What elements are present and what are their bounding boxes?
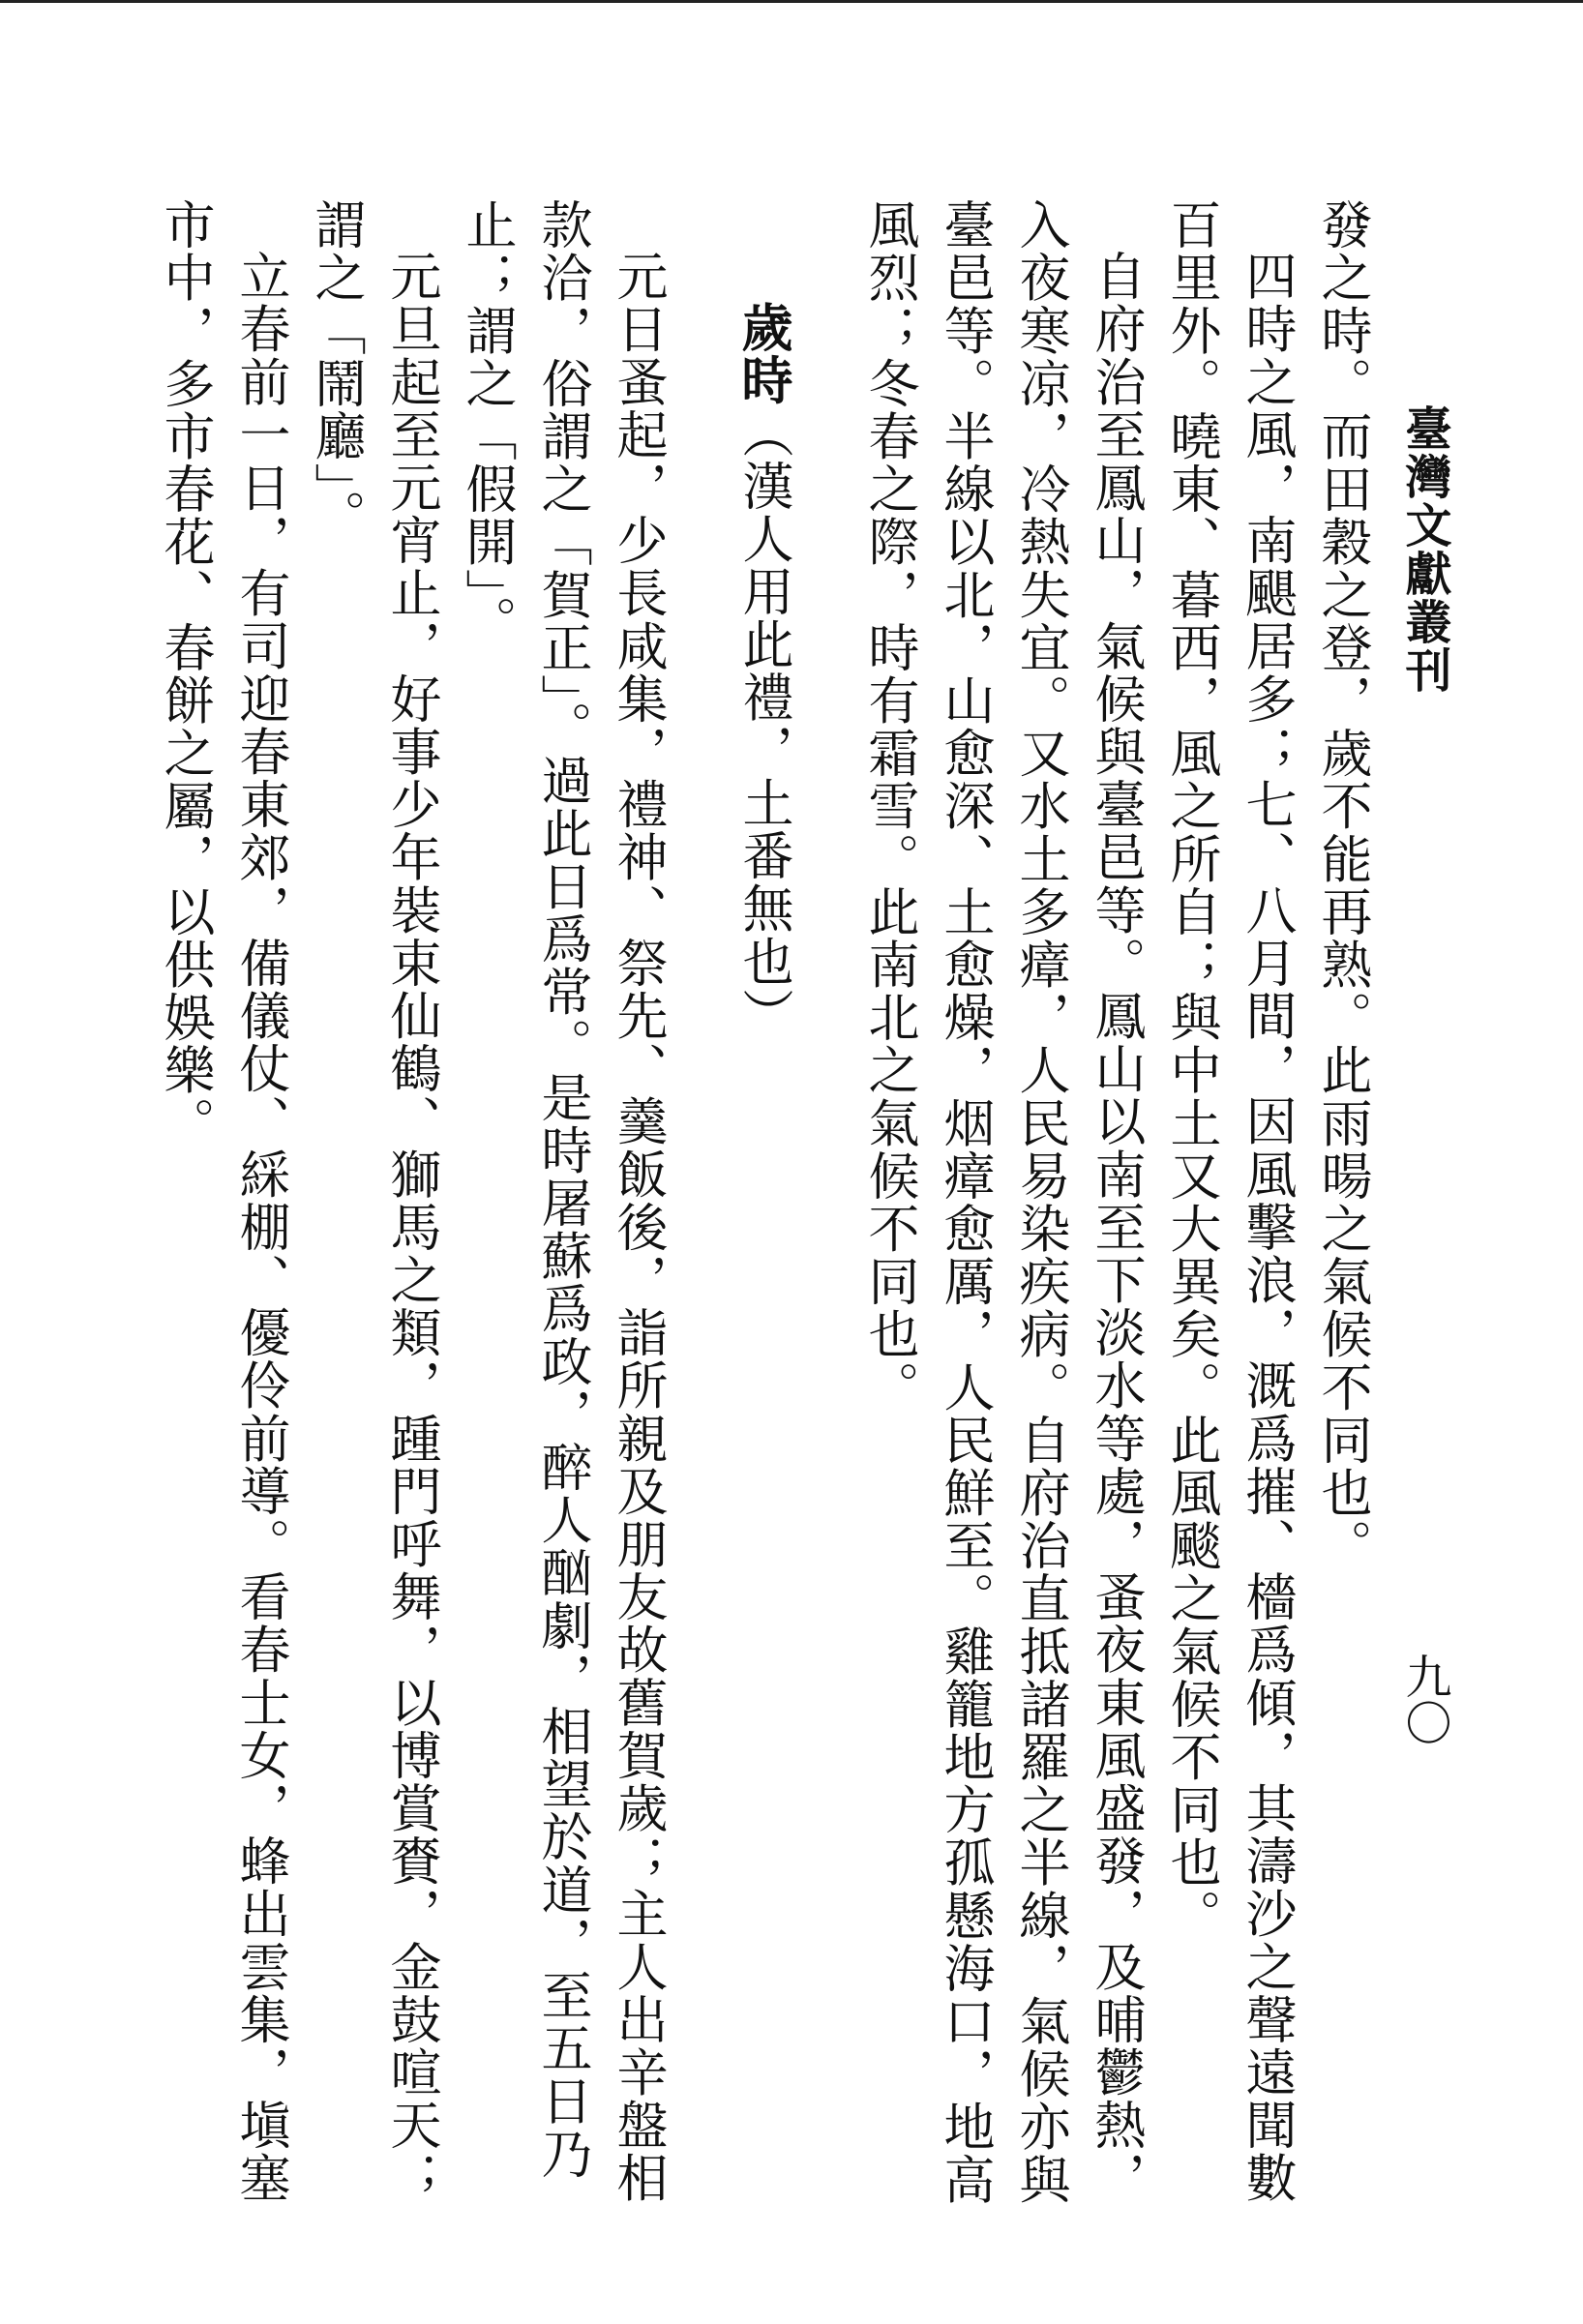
paragraph-new-year: 元日蚤起，少長咸集，禮神、祭先、羹飯後，詣所親及朋友故舊賀歲；主人出辛盤相款洽，俗謂之「賀正」。過此日爲常。是時屠蘇爲政，醉人酗劇，相望於道，至五日乃止；謂之「假開」。 (458, 198, 668, 2205)
paragraph-winds: 四時之風，南颶居多；七、八月間，因風擊浪，溉爲摧、檣爲傾，其濤沙之聲遠聞數百里外。曉東、暮西，風之所自；與中土又大異矣。此風颷之氣候不同也。 (1162, 198, 1297, 2205)
paragraph-lantern-festival: 元旦起至元宵止，好事少年裝束仙鶴、獅馬之類，踵門呼舞，以博賞賚，金鼓喧天；謂之「鬧廳」。 (307, 198, 441, 2205)
paragraph-continuation: 發之時。而田穀之登，歲不能再熟。此雨暘之氣候不同也。 (1313, 198, 1372, 1572)
section-heading-note: （漢人用此禮，土番無也） (734, 406, 793, 1041)
paragraph-regional-climate: 自府治至鳳山，氣候與臺邑等。鳳山以南至下淡水等處，蚤夜東風盛發，及晡鬱熱，入夜寒凉，冷熱失宜。又水土多瘴，人民易染疾病。自府治直抵諸羅之半線，氣候亦與臺邑等。半線以北，山愈深、土愈燥，烟瘴愈厲，人民鮮至。雞籠地方孤懸海口，地高風烈；冬春之際，時有霜雪。此南北之氣候不同也。 (860, 198, 1146, 2206)
section-heading-title: 歲時 (733, 301, 793, 407)
top-border-rule (0, 0, 1583, 3)
running-head-title: 臺灣文獻叢刊 (1397, 404, 1451, 695)
paragraph-spring-welcome: 立春前一日，有司迎春東郊，備儀仗、綵棚、優伶前導。看春士女，蜂出雲集，塡塞市中，多市春花、春餅之屬，以供娛樂。 (156, 198, 290, 2205)
page-number: 九〇 (1397, 1653, 1451, 1745)
section-heading (726, 198, 801, 2211)
vertical-text-body (156, 198, 1380, 2211)
